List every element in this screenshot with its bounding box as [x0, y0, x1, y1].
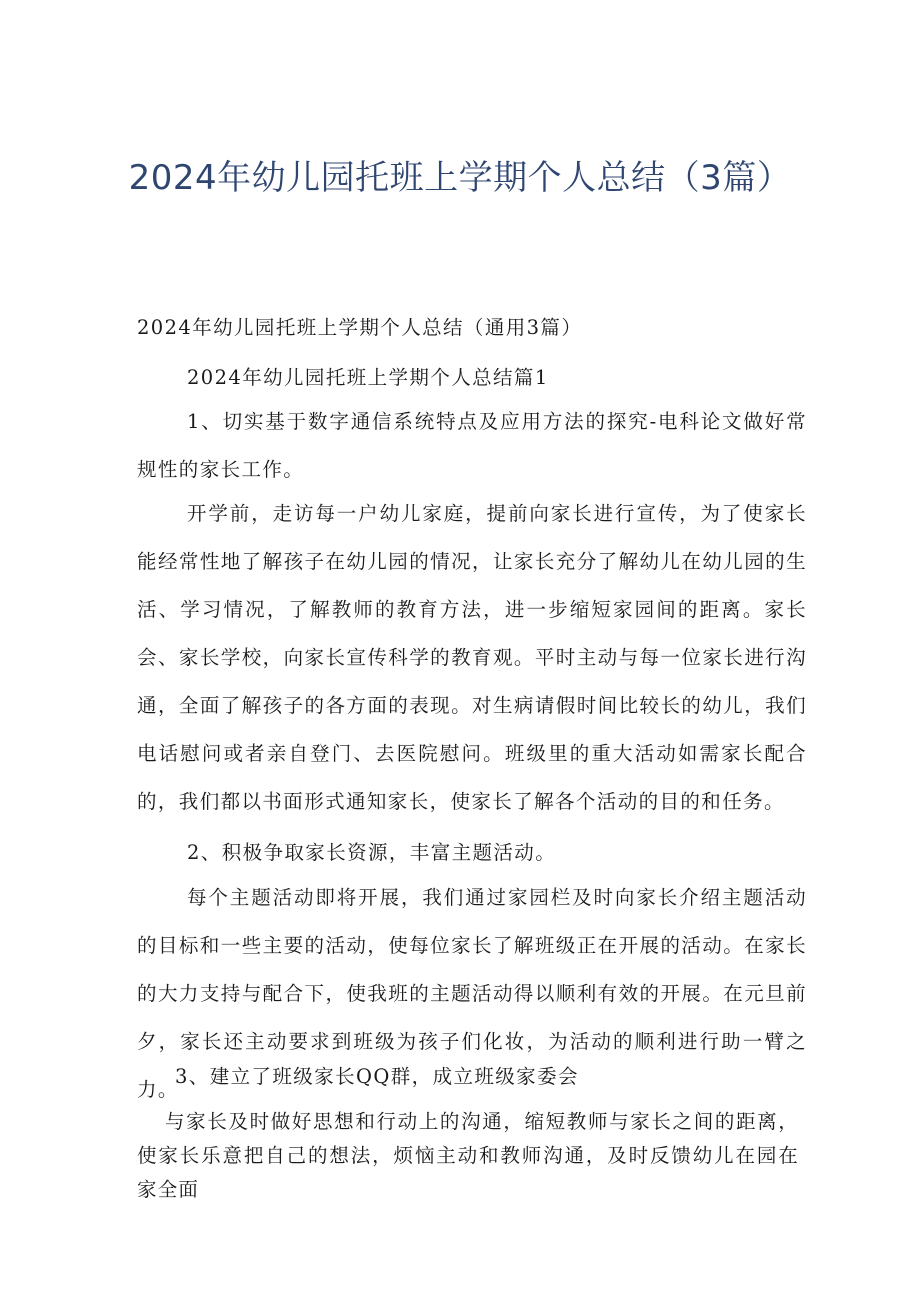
item2-body: 每个主题活动即将开展，我们通过家园栏及时向家长介绍主题活动的目标和一些主要的活动，使每位家长了解班级正在开展的活动。在家长的大力支持与配合下，使我班的主题活动得以顺利有效的开展。在元旦前夕，家长还主动要求到班级为孩子们化妆，为活动的顺利进行助一臂之力。	[137, 886, 807, 1101]
document-subtitle: 2024年幼儿园托班上学期个人总结（通用3篇）	[137, 316, 583, 339]
item3-heading: 3、建立了班级家长QQ群，成立班级家委会	[175, 1065, 579, 1088]
document-title: 2024年幼儿园托班上学期个人总结（3篇）	[128, 158, 792, 198]
item3-body: 与家长及时做好思想和行动上的沟通，缩短教师与家长之间的距离，使家长乐意把自己的想法，烦恼主动和教师沟通，及时反馈幼儿在园在家全面	[137, 1110, 799, 1201]
section-heading: 2024年幼儿园托班上学期个人总结篇1	[187, 366, 549, 389]
item2-heading: 2、积极争取家长资源，丰富主题活动。	[187, 841, 557, 864]
item1-heading: 1、切实基于数字通信系统特点及应用方法的探究-电科论文做好常规性的家长工作。	[137, 410, 807, 481]
item1-body: 开学前，走访每一户幼儿家庭，提前向家长进行宣传，为了使家长能经常性地了解孩子在幼儿园的情况，让家长充分了解幼儿在幼儿园的生活、学习情况，了解教师的教育方法，进一步缩短家园间的距离。家长会、家长学校，向家长宣传科学的教育观。平时主动与每一位家长进行沟通，全面了解孩子的各方面的表现。对生病请假时间比较长的幼儿，我们电话慰问或者亲自登门、去医院慰问。班级里的重大活动如需家长配合的，我们都以书面形式通知家长，使家长了解各个活动的目的和任务。	[137, 502, 807, 813]
